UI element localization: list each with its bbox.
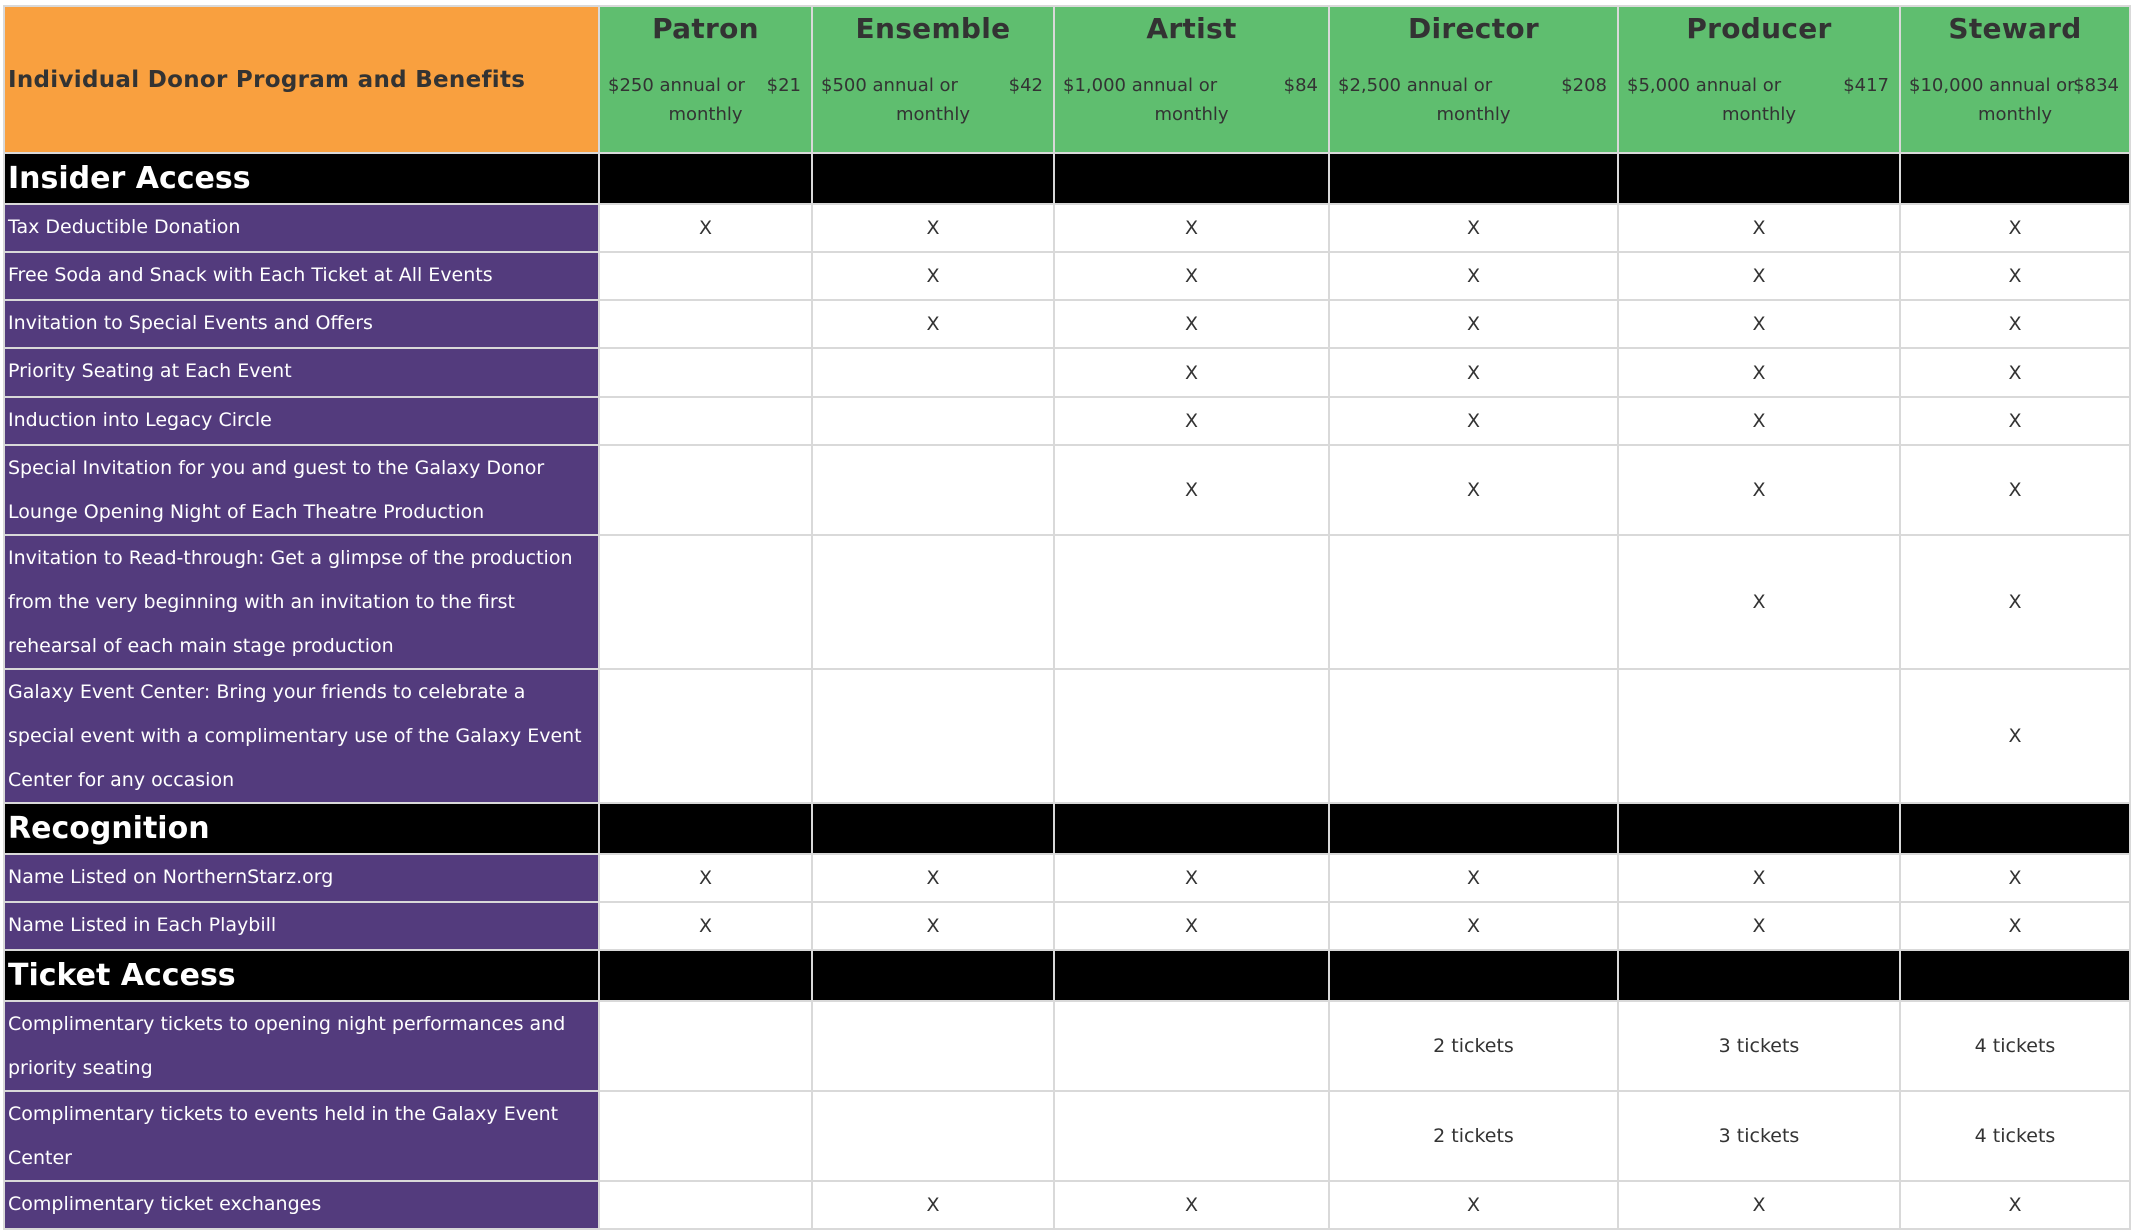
- benefit-cell-ensemble: X: [812, 854, 1054, 902]
- benefit-cell-steward: X: [1900, 535, 2130, 669]
- benefit-cell-artist: X: [1054, 252, 1329, 300]
- section-filler-cell: [1329, 803, 1618, 854]
- benefit-cell-artist: X: [1054, 445, 1329, 535]
- benefit-label: Tax Deductible Donation: [4, 204, 599, 252]
- benefit-label: Invitation to Read-through: Get a glimpse of the production from the very beginning with an invitation to the first rehearsal of each main stage production: [4, 535, 599, 669]
- benefit-row: [4, 397, 2130, 445]
- section-header-row: [4, 950, 2130, 1001]
- benefit-cell-patron: [599, 445, 812, 535]
- tier-name: Producer: [1686, 12, 1832, 45]
- section-filler-cell: [1054, 153, 1329, 204]
- tier-name: Artist: [1146, 12, 1237, 45]
- benefit-cell-artist: X: [1054, 1181, 1329, 1229]
- benefit-label: Induction into Legacy Circle: [4, 397, 599, 445]
- tier-monthly-label: monthly: [1977, 104, 2053, 125]
- benefit-row: [4, 669, 2130, 803]
- tier-monthly-label: monthly: [1436, 104, 1511, 125]
- benefit-cell-patron: X: [599, 902, 812, 950]
- benefit-row: [4, 854, 2130, 902]
- tier-name: Steward: [1948, 12, 2082, 45]
- tier-monthly-label: monthly: [1721, 104, 1797, 125]
- tier-header-steward: [1900, 6, 2130, 153]
- section-filler-cell: [1618, 803, 1900, 854]
- section-filler-cell: [1618, 153, 1900, 204]
- benefit-cell-director: 2 tickets: [1329, 1001, 1618, 1091]
- tier-annual-price: $1,000 annual or: [1063, 75, 1218, 96]
- section-filler-cell: [812, 950, 1054, 1001]
- benefit-cell-director: X: [1329, 854, 1618, 902]
- section-filler-cell: [1054, 803, 1329, 854]
- section-filler-cell: [1618, 950, 1900, 1001]
- benefit-cell-patron: [599, 252, 812, 300]
- benefit-row: [4, 1181, 2130, 1229]
- section-title: Recognition: [4, 803, 599, 854]
- benefit-label: Complimentary tickets to opening night performances and priority seating: [4, 1001, 599, 1091]
- tier-header-director: [1329, 6, 1618, 153]
- tier-name: Patron: [652, 12, 759, 45]
- benefit-cell-steward: X: [1900, 902, 2130, 950]
- benefit-cell-steward: X: [1900, 204, 2130, 252]
- benefit-cell-producer: X: [1618, 902, 1900, 950]
- benefit-cell-director: [1329, 669, 1618, 803]
- tier-name: Director: [1407, 12, 1540, 45]
- benefit-cell-producer: X: [1618, 397, 1900, 445]
- benefit-row: [4, 445, 2130, 535]
- section-filler-cell: [599, 153, 812, 204]
- benefit-cell-ensemble: X: [812, 300, 1054, 348]
- benefit-row: [4, 348, 2130, 397]
- benefit-cell-producer: X: [1618, 535, 1900, 669]
- benefit-cell-ensemble: X: [812, 1181, 1054, 1229]
- benefit-cell-producer: X: [1618, 1181, 1900, 1229]
- section-filler-cell: [1329, 153, 1618, 204]
- benefit-row: [4, 300, 2130, 348]
- benefit-cell-director: [1329, 535, 1618, 669]
- benefit-cell-ensemble: [812, 348, 1054, 397]
- benefit-cell-artist: [1054, 1091, 1329, 1181]
- tier-annual-price: $5,000 annual or: [1627, 75, 1782, 96]
- benefit-label: Complimentary ticket exchanges: [4, 1181, 599, 1229]
- section-header-row: [4, 803, 2130, 854]
- benefit-cell-director: X: [1329, 348, 1618, 397]
- benefit-cell-patron: [599, 1091, 812, 1181]
- benefit-cell-artist: [1054, 669, 1329, 803]
- benefit-cell-steward: X: [1900, 854, 2130, 902]
- benefit-cell-ensemble: [812, 445, 1054, 535]
- section-filler-cell: [1329, 950, 1618, 1001]
- tier-header-patron: [599, 6, 812, 153]
- tier-header-producer: [1618, 6, 1900, 153]
- benefit-cell-patron: [599, 669, 812, 803]
- section-title: Insider Access: [4, 153, 599, 204]
- tier-annual-price: $10,000 annual or: [1909, 75, 2075, 96]
- benefit-row: [4, 535, 2130, 669]
- benefit-row: [4, 1001, 2130, 1091]
- benefit-label: Complimentary tickets to events held in the Galaxy Event Center: [4, 1091, 599, 1181]
- tier-price: [1901, 71, 2129, 129]
- section-header-row: [4, 153, 2130, 204]
- tier-price: [1619, 71, 1899, 129]
- benefit-cell-steward: X: [1900, 445, 2130, 535]
- tier-monthly-amount: $834: [2073, 75, 2119, 96]
- tier-header-ensemble: [812, 6, 1054, 153]
- benefit-cell-director: 2 tickets: [1329, 1091, 1618, 1181]
- tier-annual-price: $2,500 annual or: [1338, 75, 1493, 96]
- section-title: Ticket Access: [4, 950, 599, 1001]
- benefit-cell-steward: X: [1900, 669, 2130, 803]
- benefit-cell-artist: X: [1054, 348, 1329, 397]
- tier-monthly-amount: $208: [1561, 75, 1607, 96]
- benefit-cell-patron: [599, 397, 812, 445]
- tier-price: [1330, 71, 1617, 129]
- benefit-cell-steward: X: [1900, 1181, 2130, 1229]
- benefit-row: [4, 902, 2130, 950]
- benefit-label: Invitation to Special Events and Offers: [4, 300, 599, 348]
- benefit-cell-artist: X: [1054, 204, 1329, 252]
- section-filler-cell: [812, 153, 1054, 204]
- benefit-cell-steward: 4 tickets: [1900, 1001, 2130, 1091]
- benefit-cell-artist: [1054, 535, 1329, 669]
- benefit-cell-producer: 3 tickets: [1618, 1001, 1900, 1091]
- benefit-cell-artist: X: [1054, 854, 1329, 902]
- benefit-cell-ensemble: [812, 669, 1054, 803]
- tier-annual-price: $250 annual or: [608, 75, 745, 96]
- benefit-cell-ensemble: [812, 1001, 1054, 1091]
- benefit-cell-artist: X: [1054, 300, 1329, 348]
- tier-price: [1055, 71, 1328, 129]
- benefit-cell-producer: X: [1618, 348, 1900, 397]
- benefit-cell-producer: X: [1618, 854, 1900, 902]
- benefit-cell-producer: X: [1618, 252, 1900, 300]
- benefit-cell-steward: X: [1900, 348, 2130, 397]
- benefit-label: Name Listed in Each Playbill: [4, 902, 599, 950]
- tier-monthly-amount: $42: [1008, 75, 1043, 96]
- tier-name: Ensemble: [855, 12, 1011, 45]
- benefit-cell-patron: [599, 535, 812, 669]
- benefit-cell-director: X: [1329, 252, 1618, 300]
- benefit-cell-producer: X: [1618, 445, 1900, 535]
- table-title: Individual Donor Program and Benefits: [4, 6, 599, 153]
- benefit-row: [4, 204, 2130, 252]
- tier-annual-price: $500 annual or: [821, 75, 958, 96]
- benefit-cell-director: X: [1329, 1181, 1618, 1229]
- benefit-cell-producer: X: [1618, 204, 1900, 252]
- benefit-cell-patron: X: [599, 854, 812, 902]
- tier-monthly-amount: $21: [766, 75, 801, 96]
- benefit-cell-artist: [1054, 1001, 1329, 1091]
- tier-monthly-amount: $84: [1283, 75, 1318, 96]
- benefit-cell-producer: [1618, 669, 1900, 803]
- benefit-cell-director: X: [1329, 397, 1618, 445]
- benefit-cell-steward: X: [1900, 252, 2130, 300]
- benefit-cell-director: X: [1329, 204, 1618, 252]
- benefit-cell-patron: [599, 348, 812, 397]
- benefit-cell-ensemble: X: [812, 252, 1054, 300]
- benefit-cell-steward: 4 tickets: [1900, 1091, 2130, 1181]
- tier-monthly-label: monthly: [668, 104, 743, 125]
- benefit-label: Galaxy Event Center: Bring your friends to celebrate a special event with a complimentary use of the Galaxy Event Center for any occasion: [4, 669, 599, 803]
- benefit-cell-steward: X: [1900, 397, 2130, 445]
- benefit-cell-patron: [599, 1001, 812, 1091]
- tier-price: [813, 71, 1053, 129]
- benefit-cell-ensemble: [812, 535, 1054, 669]
- benefit-cell-steward: X: [1900, 300, 2130, 348]
- benefit-cell-artist: X: [1054, 397, 1329, 445]
- tier-monthly-label: monthly: [1154, 104, 1229, 125]
- section-filler-cell: [1900, 153, 2130, 204]
- section-filler-cell: [812, 803, 1054, 854]
- benefit-cell-patron: [599, 1181, 812, 1229]
- tier-monthly-label: monthly: [895, 104, 971, 125]
- section-filler-cell: [1054, 950, 1329, 1001]
- section-filler-cell: [599, 803, 812, 854]
- benefit-cell-ensemble: X: [812, 204, 1054, 252]
- benefit-cell-producer: X: [1618, 300, 1900, 348]
- benefit-label: Special Invitation for you and guest to the Galaxy Donor Lounge Opening Night of Each Theatre Production: [4, 445, 599, 535]
- benefit-cell-director: X: [1329, 445, 1618, 535]
- section-filler-cell: [599, 950, 812, 1001]
- benefit-cell-patron: [599, 300, 812, 348]
- tier-header-artist: [1054, 6, 1329, 153]
- tier-price: [600, 71, 811, 129]
- benefit-cell-director: X: [1329, 300, 1618, 348]
- tier-monthly-amount: $417: [1843, 75, 1889, 96]
- benefit-cell-patron: X: [599, 204, 812, 252]
- benefit-label: Priority Seating at Each Event: [4, 348, 599, 397]
- benefit-cell-ensemble: [812, 1091, 1054, 1181]
- header-row: [4, 6, 2130, 153]
- benefit-row: [4, 1091, 2130, 1181]
- section-filler-cell: [1900, 950, 2130, 1001]
- benefit-cell-artist: X: [1054, 902, 1329, 950]
- benefit-cell-director: X: [1329, 902, 1618, 950]
- donor-benefits-table: [3, 5, 2131, 1230]
- benefit-cell-ensemble: X: [812, 902, 1054, 950]
- benefit-cell-producer: 3 tickets: [1618, 1091, 1900, 1181]
- section-filler-cell: [1900, 803, 2130, 854]
- benefit-label: Name Listed on NorthernStarz.org: [4, 854, 599, 902]
- benefit-row: [4, 252, 2130, 300]
- benefit-label: Free Soda and Snack with Each Ticket at All Events: [4, 252, 599, 300]
- benefit-cell-ensemble: [812, 397, 1054, 445]
